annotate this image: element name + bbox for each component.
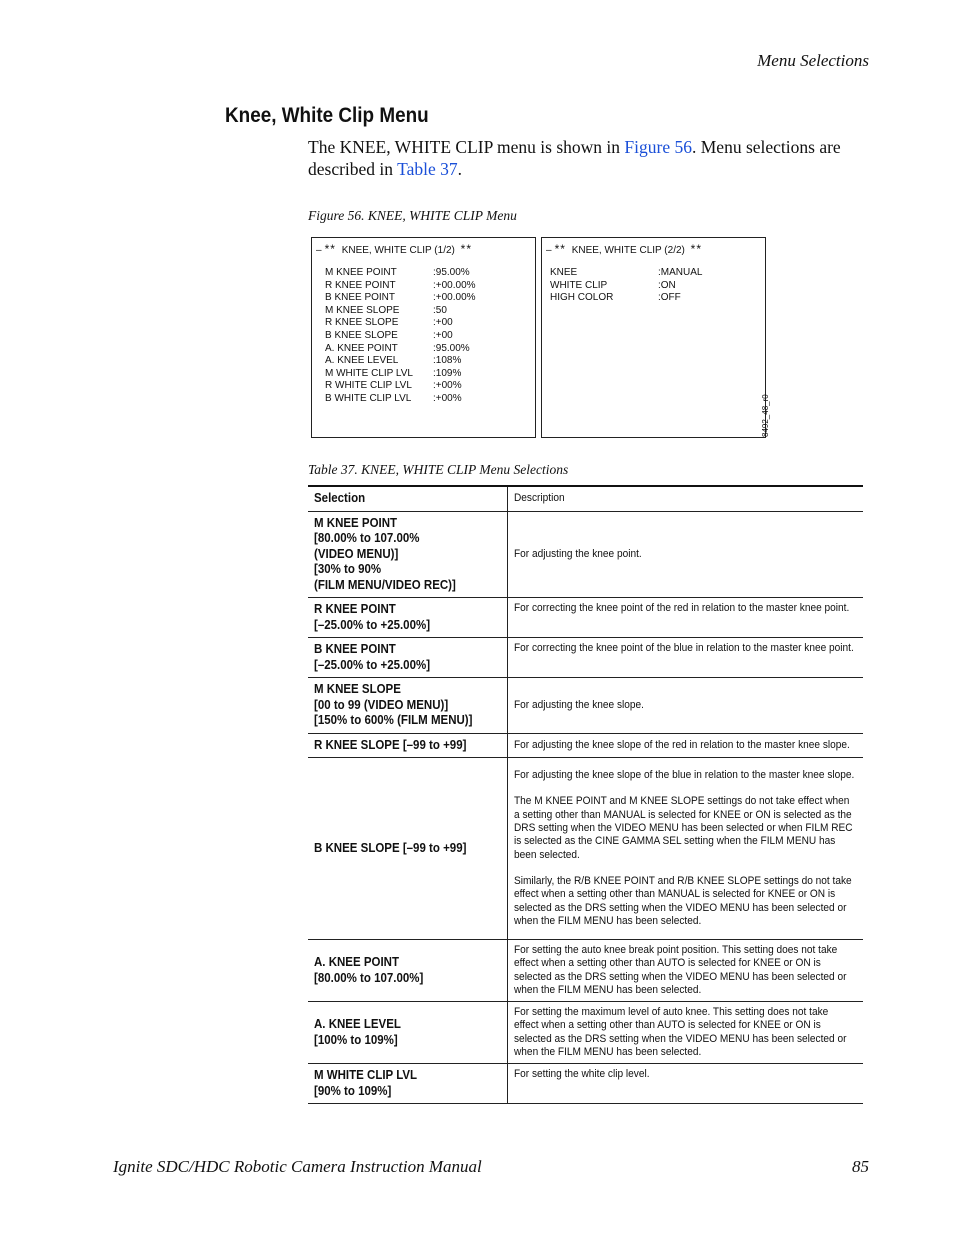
header-selection-text: Selection xyxy=(314,491,366,505)
menu-row xyxy=(325,292,476,305)
menu-row xyxy=(325,280,476,293)
star-glyphs: ** xyxy=(690,242,702,256)
table-row xyxy=(308,511,863,598)
menu-row-label: R WHITE CLIP LVL xyxy=(325,380,412,392)
selection-text: A. KNEE LEVEL [100% to 109%] xyxy=(314,1017,401,1047)
menu-row xyxy=(325,317,476,330)
menu-row-label: B WHITE CLIP LVL xyxy=(325,392,412,404)
description-cell xyxy=(508,733,864,758)
menu-row-value: :+00% xyxy=(433,380,462,392)
star-glyphs: ** xyxy=(460,242,472,256)
selection-cell xyxy=(308,1064,508,1104)
intro-text-2: . Menu selections are described in xyxy=(308,137,841,179)
selection-cell xyxy=(308,598,508,638)
table-caption: Table 37. KNEE, WHITE CLIP Menu Selections xyxy=(308,462,569,477)
table-row xyxy=(308,638,863,678)
figure-code: 8492_48_r0 xyxy=(761,394,770,437)
menu-row-value: :+00% xyxy=(433,392,462,404)
description-text: For setting the white clip level. xyxy=(514,1068,650,1081)
intro-paragraph xyxy=(308,137,878,180)
star-glyphs: ** xyxy=(324,242,336,256)
selection-text: R KNEE SLOPE [–99 to +99] xyxy=(314,737,467,752)
description-cell xyxy=(508,940,864,1002)
menu-row xyxy=(325,355,476,368)
description-text: For correcting the knee point of the blue in relation to the master knee point. xyxy=(514,642,854,654)
description-text: For correcting the knee point of the red in relation to the master knee point. xyxy=(514,602,850,614)
intro-text-1: The KNEE, WHITE CLIP menu is shown in xyxy=(308,137,625,157)
table-row xyxy=(308,758,863,940)
table-row xyxy=(308,678,863,734)
selection-cell xyxy=(308,733,508,758)
menu-row-value: :OFF xyxy=(658,292,681,304)
menu-row-label: M KNEE SLOPE xyxy=(325,304,400,316)
figure-caption: Figure 56. KNEE, WHITE CLIP Menu xyxy=(308,208,517,223)
menu-row-label: M WHITE CLIP LVL xyxy=(325,367,413,379)
table-header-row xyxy=(308,486,863,511)
menu-row xyxy=(550,280,702,293)
figure-56-link[interactable]: Figure 56 xyxy=(624,137,692,157)
description-cell xyxy=(508,638,864,678)
menu-row-value: :+00.00% xyxy=(433,279,476,291)
menu-row-value: :MANUAL xyxy=(658,267,703,278)
star-glyphs: ** xyxy=(554,242,566,256)
menu-row-value: :ON xyxy=(658,279,676,291)
table-row xyxy=(308,1002,863,1064)
selection-cell xyxy=(308,940,508,1002)
menu-panel-2-header xyxy=(546,242,705,256)
menu-panel-2 xyxy=(541,237,766,438)
menu-row-value: :109% xyxy=(433,367,462,379)
selection-cell xyxy=(308,511,508,598)
running-head: Menu Selections xyxy=(757,51,869,70)
menu-row-label: WHITE CLIP xyxy=(550,279,608,291)
selection-cell xyxy=(308,1002,508,1064)
menu-row-label: HIGH COLOR xyxy=(550,292,614,304)
menu-row-value: :95.00% xyxy=(433,267,470,278)
section-title: Knee, White Clip Menu xyxy=(225,104,429,127)
header-selection xyxy=(308,486,508,511)
description-text: For adjusting the knee slope of the red in relation to the master knee slope. xyxy=(514,738,850,751)
menu-row xyxy=(325,330,476,343)
description-text: For adjusting the knee slope. xyxy=(514,698,644,711)
selection-text: M WHITE CLIP LVL [90% to 109%] xyxy=(314,1068,418,1098)
menu-panel-2-title: KNEE, WHITE CLIP (2/2) xyxy=(571,245,685,256)
description-text: For adjusting the knee slope of the blue in relation to the master knee slope. The M KNEE POINT and M KNEE SLOPE settings do not take effect when a setting other than MANUAL is selected for KNEE or ON is selected as the DRS setting when the VIDEO MENU has been selected or when FILM REC is selected as the CINE GAMMA SEL setting when the FILM MENU has been selected. Similarly, the R/B KNEE POINT and R/B KNEE SLOPE settings do not take effect when a setting other than MANUAL is selected for KNEE or ON is selected as the DRS setting when the VIDEO MENU has been selected or when the FILM MENU has been selected. xyxy=(514,768,855,927)
menu-row xyxy=(325,380,476,393)
description-text: For setting the maximum level of auto knee. This setting does not take effect when a setting other than AUTO is selected for KNEE or ON is selected as the DRS setting when the VIDEO MENU has been selected or when the FILM MENU has been selected. xyxy=(514,1006,847,1059)
description-text: For setting the auto knee break point position. This setting does not take effect when a setting other than AUTO is selected for KNEE or ON is selected as the DRS setting when the VIDEO MENU has been selected or when the FILM MENU has been selected. xyxy=(514,944,847,996)
selection-text: M KNEE POINT [80.00% to 107.00% (VIDEO MENU)] [30% to 90% (FILM MENU/VIDEO REC)] xyxy=(314,515,456,592)
menu-row xyxy=(325,305,476,318)
menu-row-label: B KNEE SLOPE xyxy=(325,329,398,341)
footer-manual-title: Ignite SDC/HDC Robotic Camera Instruction Manual xyxy=(113,1157,482,1176)
menu-row-value: :+00 xyxy=(433,317,453,329)
menu-panel-1-header xyxy=(316,242,475,256)
description-cell xyxy=(508,758,864,940)
footer-page-number: 85 xyxy=(852,1157,869,1176)
description-cell xyxy=(508,1002,864,1064)
selection-text: M KNEE SLOPE [00 to 99 (VIDEO MENU)] [150% to 600% (FILM MENU)] xyxy=(314,682,473,727)
selection-cell xyxy=(308,758,508,940)
header-description xyxy=(508,486,864,511)
menu-row-value: :95.00% xyxy=(433,342,470,354)
menu-row-label: KNEE xyxy=(550,267,578,278)
menu-row-value: :50 xyxy=(433,304,447,316)
menu-row-value: :+00 xyxy=(433,329,453,341)
dash-glyph: – xyxy=(546,245,552,256)
menu-row-value: :+00.00% xyxy=(433,292,476,304)
description-cell xyxy=(508,1064,864,1104)
description-cell xyxy=(508,598,864,638)
header-description-text: Description xyxy=(514,492,565,505)
menu-row-label: R KNEE SLOPE xyxy=(325,317,399,329)
menu-row xyxy=(325,267,476,280)
description-text: For adjusting the knee point. xyxy=(514,547,642,560)
description-cell xyxy=(508,511,864,598)
selection-text: R KNEE POINT [–25.00% to +25.00%] xyxy=(314,602,431,632)
selection-text: B KNEE POINT [–25.00% to +25.00%] xyxy=(314,642,431,672)
table-row xyxy=(308,1064,863,1104)
intro-text-3: . xyxy=(457,158,462,179)
menu-row-label: A. KNEE LEVEL xyxy=(325,355,399,367)
menu-panel-2-rows xyxy=(550,267,702,305)
selection-text: B KNEE SLOPE [–99 to +99] xyxy=(314,840,467,855)
menu-row-value: :108% xyxy=(433,355,462,367)
menu-row xyxy=(550,267,702,280)
table-37-link[interactable]: Table 37 xyxy=(397,158,458,179)
selections-table xyxy=(308,485,863,1104)
menu-row-label: B KNEE POINT xyxy=(325,292,396,304)
description-cell xyxy=(508,678,864,734)
selection-cell xyxy=(308,678,508,734)
selection-cell xyxy=(308,638,508,678)
menu-panel-1 xyxy=(311,237,536,438)
menu-row xyxy=(325,393,476,406)
menu-panel-1-rows xyxy=(325,267,476,406)
menu-row xyxy=(550,292,702,305)
selection-text: A. KNEE POINT [80.00% to 107.00%] xyxy=(314,955,424,985)
menu-row xyxy=(325,343,476,356)
menu-row-label: R KNEE POINT xyxy=(325,279,396,291)
menu-row-label: A. KNEE POINT xyxy=(325,342,398,354)
table-row xyxy=(308,598,863,638)
menu-row xyxy=(325,368,476,381)
menu-panel-1-title: KNEE, WHITE CLIP (1/2) xyxy=(341,245,455,256)
table-row xyxy=(308,733,863,758)
dash-glyph: – xyxy=(316,245,322,256)
table-row xyxy=(308,940,863,1002)
menu-row-label: M KNEE POINT xyxy=(325,267,397,278)
